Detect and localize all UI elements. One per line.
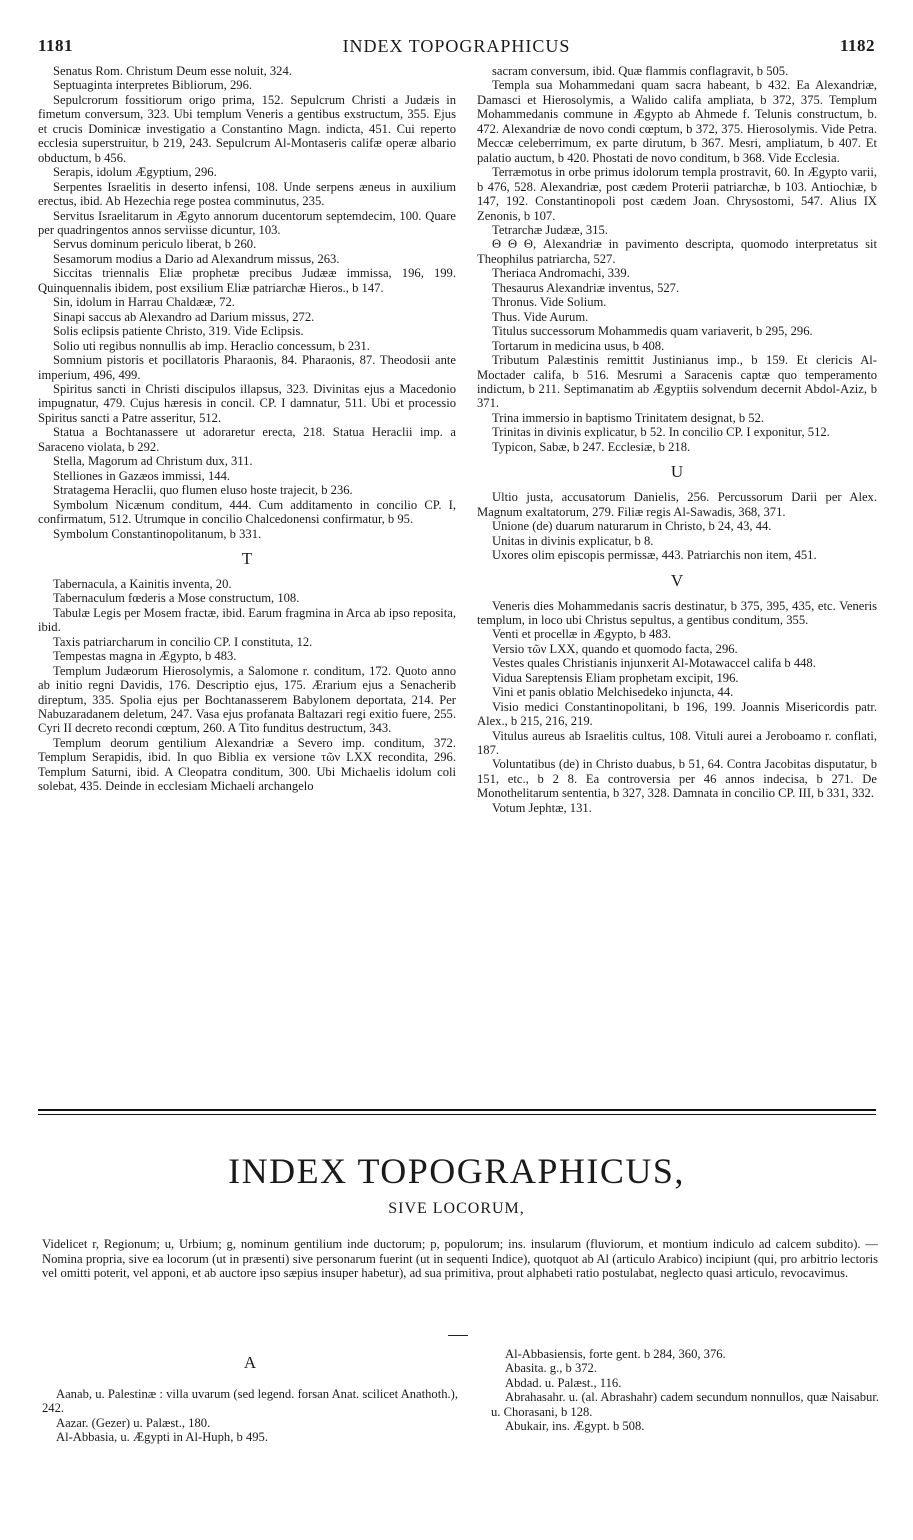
index-entry: Voluntatibus (de) in Christo duabus, b 51, 64. Contra Jacobitas disputatur, b 151, etc., b 2 8. Ea controversia per 46 annos indecisa, b 271. De Monothelitarum sententia, b 327, 328. Damnata in concilio CP. III, b 331, 332. bbox=[477, 757, 877, 801]
index-entry: Aazar. (Gezer) u. Palæst., 180. bbox=[56, 1415, 211, 1430]
right-page-number: 1182 bbox=[839, 36, 875, 55]
letter-heading-u: U bbox=[670, 462, 684, 482]
intro-text: Videlicet r, Regionum; u, Urbium; g, nominum gentilium inde ductorum; p, populorum; ins. insularum (fluviorum, et montium indiculo ad calcem subdito). — Nomina propria, sive ea locorum (ut in præsenti) sive personarum fuerint (ut in sequenti Indice), quotquot ab Al (articulo Arabico) incipiunt (qui, pro arbitrio lectoris vel omitti poterit, vel apponi, et ab auctore ipso sæpius insuper habetur), ad sua primitiva, prout alphabeti ratio postulabat, neglecto quasi articulo, revocavimus. bbox=[42, 1237, 878, 1280]
index-entry: Trinitas in divinis explicatur, b 52. In concilio CP. I exponitur, 512. bbox=[492, 425, 830, 440]
entries-u bbox=[477, 490, 877, 562]
index-entry: Θ Θ Θ, Alexandriæ in pavimento descripta, quomodo interpretatus sit Theophilus patriarcha, 527. bbox=[477, 237, 877, 266]
index-entry: Vitulus aureus ab Israelitis cultus, 108. Vituli aurei a Jeroboamo r. conflati, 187. bbox=[477, 728, 877, 758]
index-entry: Spiritus sancti in Christi discipulos illapsus, 323. Divinitas ejus a Macedonio impugnatur, 479. Cujus hæresis in concil. CP. I damnatur, 511. Ubi et processio Spiritus sancti a Patre asseritur, 512. bbox=[38, 381, 456, 425]
index-entry: Septuaginta interpretes Bibliorum, 296. bbox=[53, 78, 253, 93]
divider-rule-top bbox=[38, 1109, 876, 1111]
index-entry: Unione (de) duarum naturarum in Christo, b 24, 43, 44. bbox=[492, 519, 772, 534]
index-entry: sacram conversum, ibid. Quæ flammis conflagravit, b 505. bbox=[492, 64, 789, 78]
index-entry: Sin, idolum in Harrau Chaldææ, 72. bbox=[53, 295, 235, 310]
divider-rule-bottom bbox=[38, 1114, 876, 1115]
index-entry: Solio uti regibus nonnullis ab imp. Heraclio concessum, b 231. bbox=[53, 338, 370, 353]
entries-a-right bbox=[491, 1347, 879, 1434]
index-entry: Serapis, idolum Ægyptium, 296. bbox=[53, 165, 217, 180]
section-title: INDEX TOPOGRAPHICUS, bbox=[228, 1151, 685, 1191]
index-entry: Theriaca Andromachi, 339. bbox=[492, 266, 630, 281]
left-page-number: 1181 bbox=[38, 36, 74, 55]
index-entry: Veneris dies Mohammedanis sacris destinatur, b 375, 395, 435, etc. Veneris templum, in loco ubi Christus sepultus, a gentibus conditum, 355. bbox=[477, 598, 877, 627]
index-entry: Templum Judæorum Hierosolymis, a Salomone r. conditum, 172. Quoto anno ab initio regni Davidis, 176. Descriptio ejus, 175. Ærarium ejus a Senacherib direptum, 335. Spolia ejus per Bochtanasserem Babylonem deportata, 214. Per Nabuzaradanem deletum, 247. Vasa ejus profanata Baltazari regi exitio fuere, 255. Cyri II decreto recondi cœptum, 260. A Tito funditus destructum, 343. bbox=[38, 663, 456, 736]
index-entry: Siccitas triennalis Eliæ prophetæ precibus Judææ immissa, 196, 199. Quinquennalis ibidem, post exsilium Eliæ patriarchæ Hieros., b 147. bbox=[38, 266, 456, 295]
index-entry: Al-Abbasiensis, forte gent. b 284, 360, 376. bbox=[505, 1347, 726, 1361]
index-entry: Stratagema Heraclii, quo flumen eluso hoste trajecit, b 236. bbox=[53, 483, 353, 498]
index-entry: Versio τῶν LXX, quando et quomodo facta, 296. bbox=[492, 641, 738, 656]
index-entry: Aanab, u. Palestinæ : villa uvarum (sed legend. forsan Anat. scilicet Anathoth.), 242. bbox=[42, 1387, 458, 1416]
index-entry: Stella, Magorum ad Christum dux, 311. bbox=[53, 454, 253, 469]
index-entry: Abrahasahr. u. (al. Abrashahr) cadem secundum nonnullos, quæ Naisabur. u. Chorasani, b 128. bbox=[491, 1390, 879, 1419]
running-title: INDEX TOPOGRAPHICUS bbox=[342, 36, 571, 56]
index-entry: Typicon, Sabæ, b 247. Ecclesiæ, b 218. bbox=[492, 439, 691, 454]
index-entry: Unitas in divinis explicatur, b 8. bbox=[492, 533, 654, 548]
entries-t-continued bbox=[477, 64, 877, 454]
letter-heading-v: V bbox=[670, 570, 684, 590]
index-entry: Al-Abbasia, u. Ægypti in Al-Huph, b 495. bbox=[56, 1430, 268, 1445]
index-entry: Visio medici Constantinopolitani, b 196, 199. Joannis Misericordis patr. Alex., b 215, 216, 219. bbox=[477, 699, 877, 729]
index-entry: Abdad. u. Palæst., 116. bbox=[505, 1375, 622, 1390]
index-entry: Uxores olim episcopis permissæ, 443. Patriarchis non item, 451. bbox=[492, 548, 817, 563]
index-entry: Symbolum Constantinopolitanum, b 331. bbox=[53, 526, 262, 541]
index-entry: Thronus. Vide Solium. bbox=[492, 295, 607, 310]
index-entry: Abasita. g., b 372. bbox=[505, 1361, 597, 1376]
index-entry: Taxis patriarcharum in concilio CP. I constituta, 12. bbox=[53, 634, 313, 649]
index-entry: Sepulcrorum fossitiorum origo prima, 152. Sepulcrum Christi a Judæis in fimetum conversum, 323. Ubi templum Veneris a gentibus exstructum, 355. Ejus et crucis Dominicæ investigatio a Constantino Magn. indicta, 451. Cui reperto ecclesia superstruitur, b 219, 243. Sepulcrum Al-Montaseris califæ operæ albario obductum, b 456. bbox=[38, 92, 456, 165]
entries-v bbox=[477, 599, 877, 816]
index-entry: Titulus successorum Mohammedis quam variaverit, b 295, 296. bbox=[492, 324, 813, 339]
index-entry: Senatus Rom. Christum Deum esse noluit, 324. bbox=[53, 64, 292, 78]
intro-paragraph bbox=[42, 1237, 878, 1281]
entries-s bbox=[38, 64, 456, 541]
index-entry: Terræmotus in orbe primus idolorum templa prostravit, 60. In Ægypto varii, b 476, 528. Alexandriæ, post cædem Proterii patriarchæ, b 103. Antiochiæ, b 147, 192. Constantinopoli post cædem Joan. Chrysostomi, 547. Alius IX Zenonis, b 107. bbox=[477, 165, 877, 223]
letter-heading-a: A bbox=[243, 1353, 257, 1372]
index-entry: Abukair, ins. Ægypt. b 508. bbox=[505, 1419, 645, 1434]
section-subtitle: SIVE LOCORUM, bbox=[388, 1200, 525, 1217]
index-entry: Symbolum Nicænum conditum, 444. Cum additamento in concilio CP. I, confirmatum, 512. Utrumque in concilio Chalcedonensi confirmatur, b 95. bbox=[38, 497, 456, 527]
index-entry: Trina immersio in baptismo Trinitatem designat, b 52. bbox=[492, 410, 765, 425]
index-entry: Tortarum in medicina usus, b 408. bbox=[492, 338, 665, 353]
index-entry: Serpentes Israelitis in deserto infensi, 108. Unde serpens æneus in auxilium erectus, ibid. Ab Hezechia rege postea comminutus, 235. bbox=[38, 179, 456, 209]
index-entry: Templum deorum gentilium Alexandriæ a Severo imp. conditum, 372. Templum Serapidis, ibid. In quo Biblia ex versione τῶν LXX recondita, 296. Templum Saturni, ibid. A Cleopatra conditum, 300. Ubi Michaelis idolum coli solebat, 435. Deinde in ecclesiam Michaeli archangelo bbox=[38, 735, 456, 794]
index-entry: Ultio justa, accusatorum Danielis, 256. Percussorum Darii per Alex. Magnum exaltatorum, 279. Filiæ regis Al-Sawadis, 368, 371. bbox=[477, 490, 877, 519]
index-entry: Tabernaculum fœderis a Mose constructum, 108. bbox=[53, 591, 300, 606]
index-entry: Vestes quales Christianis injunxerit Al-Motawaccel califa b 448. bbox=[492, 656, 816, 671]
index-entry: Servus dominum periculo liberat, b 260. bbox=[53, 237, 257, 252]
index-entry: Stelliones in Gazæos immissi, 144. bbox=[53, 468, 231, 483]
left-column bbox=[38, 64, 456, 794]
letter-heading-t: T bbox=[241, 548, 253, 568]
bottom-left-column bbox=[42, 1387, 458, 1445]
index-entry: Thus. Vide Aurum. bbox=[492, 309, 589, 324]
index-entry: Tempestas magna in Ægypto, b 483. bbox=[53, 649, 237, 664]
index-entry: Statua a Bochtanassere ut adoraretur erecta, 218. Statua Heraclii imp. a Saraceno violata, b 292. bbox=[38, 425, 456, 454]
index-entry: Tabernacula, a Kainitis inventa, 20. bbox=[53, 576, 232, 591]
index-entry: Votum Jephtæ, 131. bbox=[492, 800, 592, 815]
index-entry: Templa sua Mohammedani quam sacra habeant, b 432. Ea Alexandriæ, Damasci et Hierosolymis, a Walido califa ampliata, b 372, 375. Templum Mohammedanis commune in Ægypto ab Ahmede f. Telunis constructum, b. 472. Alexandriæ de novo condi cœptum, b 372, 375. Hierosolymis. Vide Petra. Meccæ celeberrimum, ex parte dirutum, b 367. Mesri, ampliatum, b 407. Et palatio auctum, b 420. Phostati de novo conditum, b 368. Vide Ecclesia. bbox=[477, 78, 877, 165]
index-entry: Venti et procellæ in Ægypto, b 483. bbox=[492, 627, 672, 642]
index-entry: Sesamorum modius a Dario ad Alexandrum missus, 263. bbox=[53, 251, 340, 266]
index-entry: Servitus Israelitarum in Ægyto annorum ducentorum septemdecim, 100. Quare per quadringentos annos serviisse dicuntur, 103. bbox=[38, 208, 456, 237]
index-entry: Sinapi saccus ab Alexandro ad Darium missus, 272. bbox=[53, 309, 315, 324]
index-entry: Vidua Sareptensis Eliam prophetam excipit, 196. bbox=[492, 670, 739, 685]
index-entry: Tabulæ Legis per Mosem fractæ, ibid. Earum fragmina in Arca ab ipso reposita, ibid. bbox=[38, 605, 456, 635]
short-dash bbox=[448, 1335, 468, 1336]
index-entry: Solis eclipsis patiente Christo, 319. Vide Eclipsis. bbox=[53, 324, 304, 339]
index-entry: Vini et panis oblatio Melchisedeko injuncta, 44. bbox=[492, 685, 734, 700]
bottom-right-column bbox=[491, 1347, 879, 1434]
entries-t bbox=[38, 577, 456, 794]
index-entry: Somnium pistoris et pocillatoris Pharaonis, 84. Pharaonis, 87. Theodosii ante imperium, 496, 499. bbox=[38, 353, 456, 382]
right-column bbox=[477, 64, 877, 815]
entries-a-left bbox=[42, 1387, 458, 1445]
index-entry: Tetrarchæ Judææ, 315. bbox=[492, 222, 608, 237]
index-entry: Thesaurus Alexandriæ inventus, 527. bbox=[492, 280, 680, 295]
index-entry: Tributum Palæstinis remittit Justinianus imp., b 159. Et clericis Al-Moctader califa, b 516. Mesrumi a Saracenis captæ quo temperamento indictum, b 211. Septimanatim ab Ægyptiis solvendum decernit Abdol-Aziz, b 371. bbox=[477, 353, 877, 411]
